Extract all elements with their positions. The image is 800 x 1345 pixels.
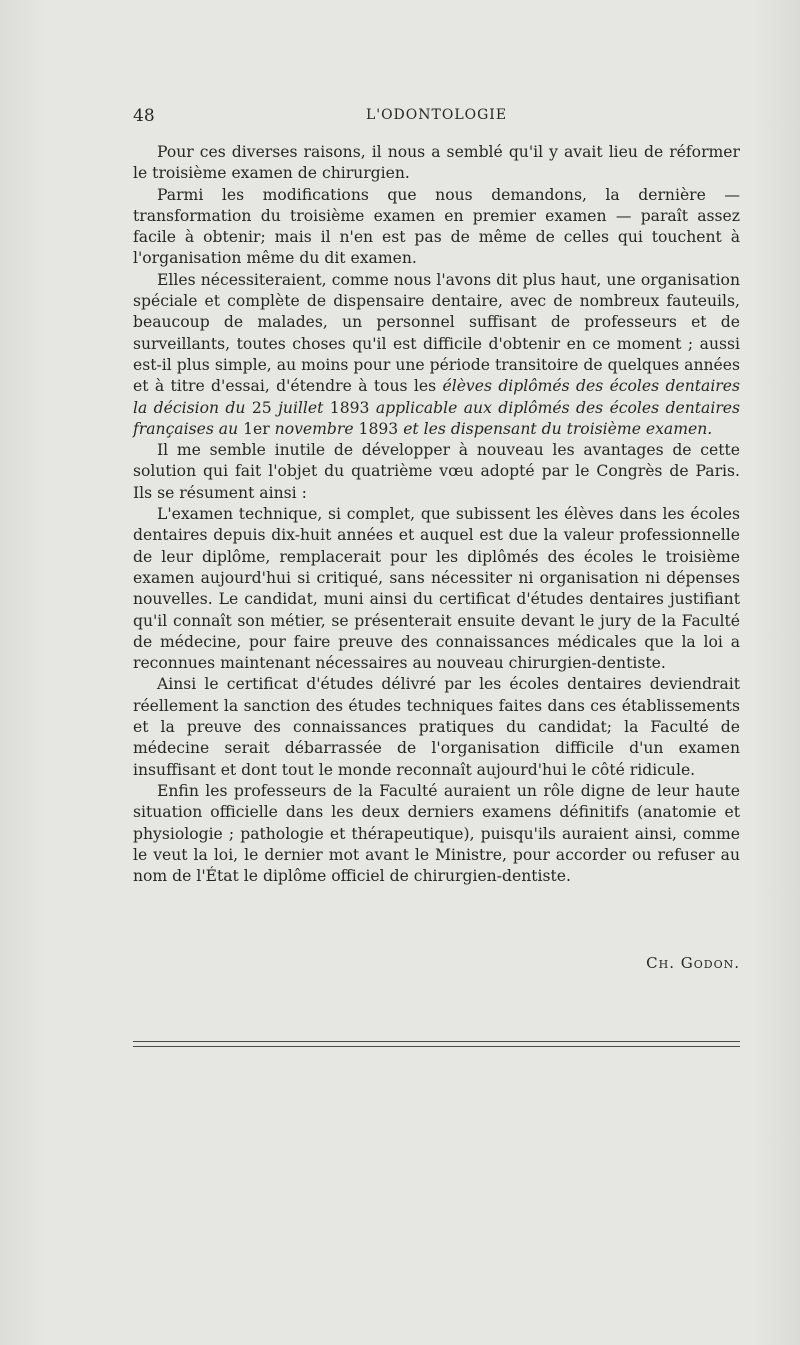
paragraph bbox=[133, 504, 740, 674]
italic-text: et les dispensant du troisième examen. bbox=[403, 419, 713, 438]
text-run: 1er bbox=[238, 419, 275, 438]
page-header bbox=[133, 106, 740, 130]
paragraph bbox=[133, 185, 740, 270]
text-run: 1893 bbox=[353, 419, 404, 438]
text-run: Enfin les professeurs de la Faculté auraient un rôle digne de leur haute situation officielle dans les deux derniers examens définitifs (anatomie et physiologie ; pathologie et thérapeutique), puisqu'ils auraient ainsi, comme le veut la loi, le dernier mot avant le Ministre, pour accorder ou refuser au nom de l'État le diplôme officiel de chirurgien-dentiste. bbox=[133, 781, 740, 886]
article-body bbox=[133, 142, 740, 887]
paragraph bbox=[133, 440, 740, 504]
paragraph bbox=[133, 270, 740, 440]
text-run: Ainsi le certificat d'études délivré par les écoles dentaires deviendrait réellement la sanction des études techniques faites dans ces établissements et la preuve des connaissances pratiques du candidat; la Faculté de médecine serait débarrassée de l'organisation difficile d'un examen insuffisant et dont tout le monde reconnaît aujourd'hui le côté ridicule. bbox=[133, 675, 740, 779]
section-divider-top bbox=[133, 1041, 740, 1042]
section-divider-bottom bbox=[133, 1046, 740, 1047]
text-run: 25 bbox=[245, 398, 279, 417]
italic-text: élèves diplômés des écoles dentaires la décision du bbox=[133, 377, 740, 417]
paragraph bbox=[133, 781, 740, 887]
italic-text: applicable aux diplômés des écoles dentaires françaises au bbox=[133, 398, 741, 438]
running-title: L'ODONTOLOGIE bbox=[365, 107, 508, 123]
text-run: Elles nécessiteraient, comme nous l'avons dit plus haut, une organisation spéciale et complète de dispensaire dentaire, avec de nombreux fauteuils, beaucoup de malades, un personnel suffisant de professeurs et de surveillants, toutes choses qu'il est difficile d'obtenir en ce moment ; aussi est-il plus simple, au moins pour une période transitoire de quelques années et à titre d'essai, d'étendre à tous les bbox=[133, 270, 740, 396]
paragraph bbox=[133, 674, 740, 780]
italic-text: juillet bbox=[278, 398, 324, 417]
author-signature: Ch. Godon. bbox=[646, 954, 740, 972]
text-run: Il me semble inutile de développer à nouveau les avantages de cette solution qui fait l'objet du quatrième vœu adopté par le Congrès de Paris. Ils se résument ainsi : bbox=[133, 441, 740, 502]
paragraph bbox=[133, 142, 740, 185]
text-run: L'examen technique, si complet, que subissent les élèves dans les écoles dentaires depuis dix-huit années et auquel est due la valeur professionnelle de leur diplôme, remplacerait pour les diplômés des écoles le troisième examen aujourd'hui si critiqué, sans nécessiter ni organisation ni dépenses nouvelles. Le candidat, muni ainsi du certificat d'études dentaires justifiant qu'il connaît son métier, se présenterait ensuite devant le jury de la Faculté de médecine, pour faire preuve des connaissances médicales que la loi a reconnues maintenant nécessaires au nouveau chirurgien-dentiste. bbox=[133, 505, 740, 673]
text-run: 1893 bbox=[323, 398, 376, 417]
text-run: Parmi les modifications que nous demandons, la dernière — transformation du troisième examen en premier examen — paraît assez facile à obtenir; mais il n'en est pas de même de celles qui touchent à l'organisation même du dit examen. bbox=[133, 185, 740, 268]
page-number: 48 bbox=[133, 106, 155, 126]
text-run: Pour ces diverses raisons, il nous a semblé qu'il y avait lieu de réformer le troisième examen de chirurgien. bbox=[133, 143, 740, 183]
italic-text: novembre bbox=[274, 419, 354, 438]
